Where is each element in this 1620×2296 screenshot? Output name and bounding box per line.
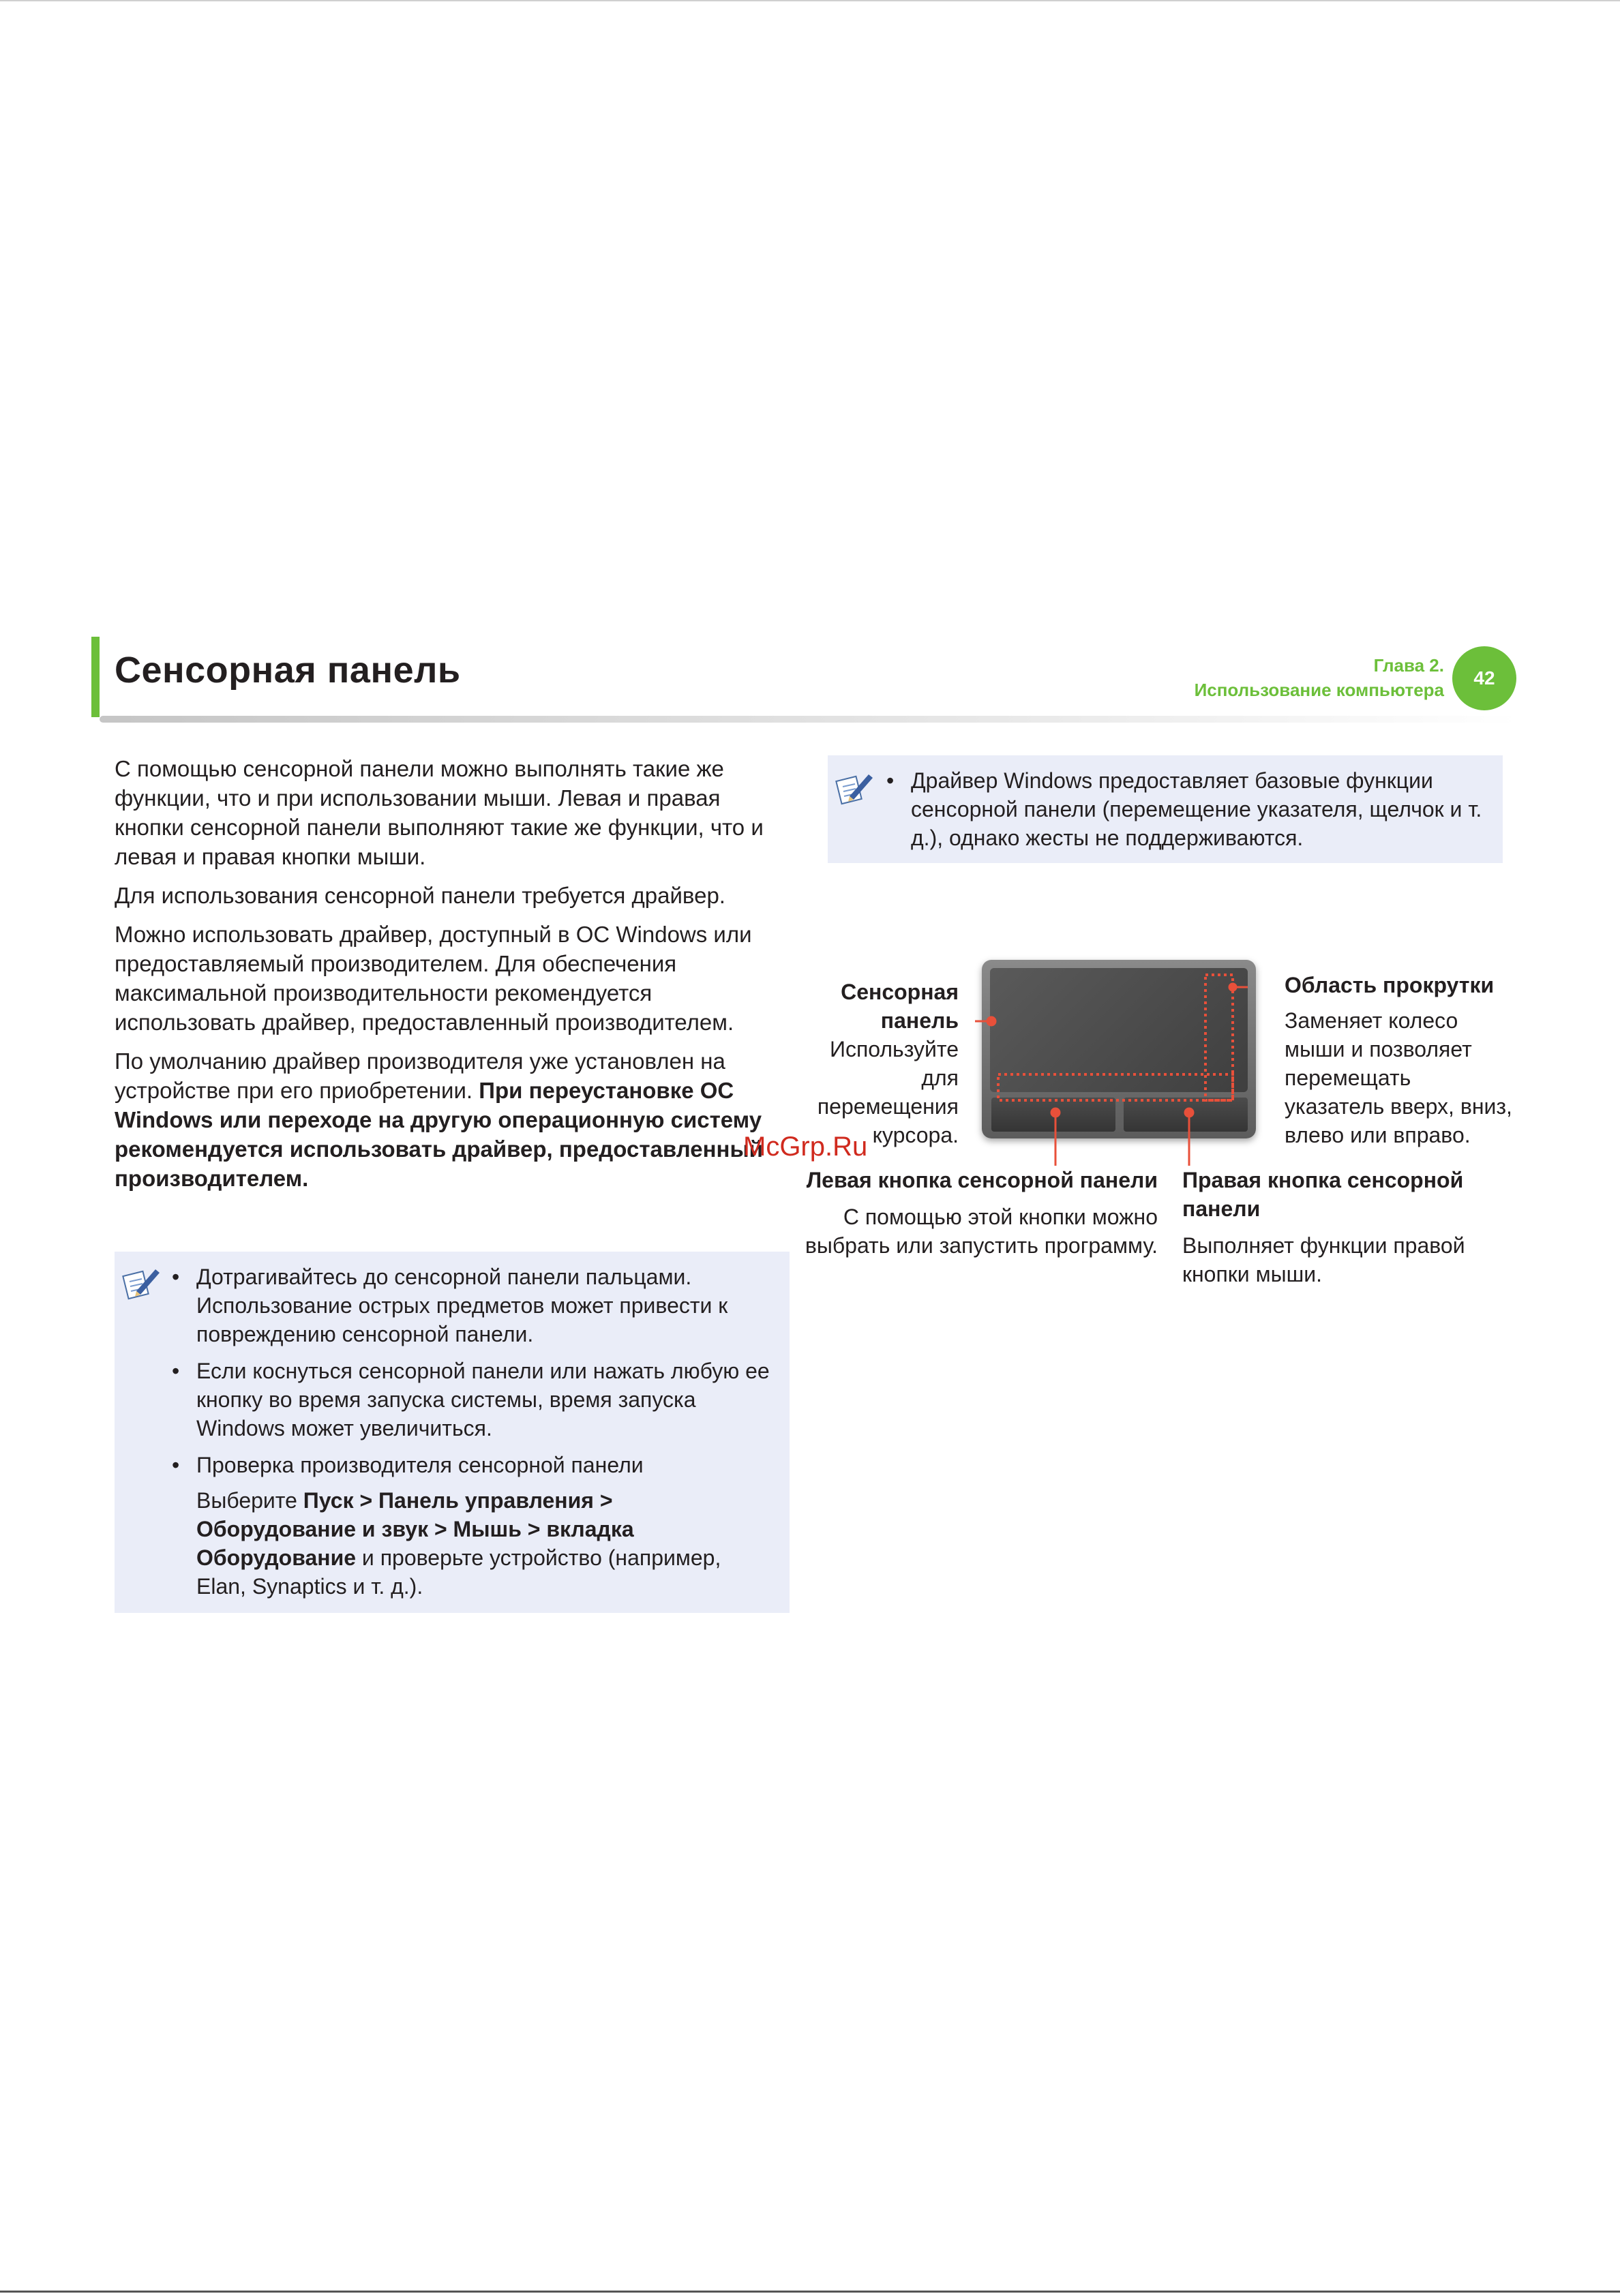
- label-scroll-area: [1285, 971, 1516, 1149]
- manufacturer-check-steps: [196, 1486, 772, 1601]
- bottom-rule: [0, 2291, 1620, 2293]
- menu-path-start: Пуск: [303, 1488, 354, 1513]
- chapter-number: Глава 2.: [1373, 655, 1444, 676]
- path-separator: >: [428, 1517, 453, 1541]
- label-left-button-desc: С помощью этой кнопки можно выбрать или запустить программу.: [805, 1205, 1158, 1258]
- menu-path-control-panel: Панель управления: [378, 1488, 594, 1513]
- note-item-startup: • Если коснуться сенсорной панели или нажать любую ее кнопку во время запуска системы, время запуска Windows может увеличиться.: [172, 1357, 772, 1442]
- chapter-label: [1195, 653, 1444, 702]
- paragraph-driver-required: Для использования сенсорной панели требуется драйвер.: [115, 883, 725, 908]
- path-separator: >: [353, 1488, 379, 1513]
- label-right-button-title: Правая кнопка сенсорной панели: [1182, 1168, 1464, 1221]
- note-usage-list: [172, 1263, 772, 1609]
- note-box-usage: [115, 1252, 790, 1613]
- right-button-callout-dot: [1185, 1108, 1193, 1117]
- watermark: McGrp.Ru: [743, 1132, 868, 1162]
- top-rule: [0, 0, 1620, 1]
- note-driver-list: [886, 766, 1493, 860]
- label-touchpad-title: Сенсорная панель: [841, 980, 959, 1033]
- path-separator: >: [593, 1488, 613, 1513]
- note-item-manufacturer: [172, 1451, 772, 1601]
- page-number-badge: 42: [1452, 646, 1516, 710]
- default-driver-text: По умолчанию драйвер производителя уже установлен на устройстве при его приобретении.: [115, 1048, 725, 1103]
- page-title: Сенсорная панель: [115, 650, 461, 691]
- menu-path-hardware-sound: Оборудование и звук: [196, 1517, 429, 1541]
- scroll-callout-dot: [1229, 984, 1236, 991]
- label-right-button: [1182, 1166, 1469, 1288]
- paragraph-intro: С помощью сенсорной панели можно выполнять такие же функции, что и при использовании мыши. Левая и правая кнопки сенсорной панели выполняют такие же функции, что и левая и правая кнопки мыши.: [115, 756, 764, 869]
- note-item-fingers: • Дотрагивайтесь до сенсорной панели пальцами. Использование острых предметов может привести к повреждению сенсорной панели.: [172, 1263, 772, 1348]
- note-pencil-icon: [835, 769, 875, 807]
- manufacturer-check-heading: Проверка производителя сенсорной панели: [196, 1453, 644, 1477]
- touch-callout-dot: [987, 1017, 995, 1025]
- header-divider: [100, 716, 1518, 723]
- steps-suffix: и проверьте устройство (например, Elan, Synaptics и т. д.).: [196, 1545, 721, 1599]
- body-text: [115, 754, 790, 1203]
- label-scroll-title: Область прокрутки: [1285, 973, 1495, 997]
- note-pencil-icon: [121, 1264, 162, 1302]
- chapter-name: Использование компьютера: [1194, 680, 1444, 700]
- paragraph-driver-options: Можно использовать драйвер, доступный в ОС Windows или предоставляемый производителем. Для обеспечения максимальной производительности рекомендуется использовать драйвер, предоставленный производителем.: [115, 922, 752, 1035]
- label-touchpad: [791, 978, 959, 1149]
- note-box-driver: [828, 755, 1503, 863]
- label-left-button: [798, 1166, 1158, 1260]
- label-left-button-title: Левая кнопка сенсорной панели: [806, 1168, 1158, 1192]
- note-driver-item: • Драйвер Windows предоставляет базовые функции сенсорной панели (перемещение указателя, щелчок и т. д.), однако жесты не поддерживаются.: [886, 766, 1493, 852]
- menu-path-hardware-tab: вкладка Оборудование: [196, 1517, 634, 1570]
- label-right-button-desc: Выполняет функции правой кнопки мыши.: [1182, 1233, 1465, 1286]
- horizontal-scroll-zone: [998, 1074, 1233, 1100]
- touchpad-callouts: [975, 954, 1261, 1173]
- vertical-scroll-zone: [1205, 975, 1233, 1100]
- label-scroll-desc: Заменяет колесо мыши и позволяет перемещать указатель вверх, вниз, влево или вправо.: [1285, 1008, 1512, 1147]
- default-driver-recommendation: При переустановке ОС Windows или переходе на другую операционную систему рекомендуется использовать драйвер, предоставленный производителем.: [115, 1078, 763, 1191]
- menu-path-mouse: Мышь: [453, 1517, 522, 1541]
- title-accent-bar: [91, 637, 100, 717]
- paragraph-default-driver: [115, 1046, 790, 1193]
- steps-prefix: Выберите: [196, 1488, 303, 1513]
- left-button-callout-dot: [1051, 1108, 1060, 1117]
- path-separator: >: [521, 1517, 547, 1541]
- label-touchpad-desc: Используйте для перемещения курсора.: [817, 1037, 959, 1147]
